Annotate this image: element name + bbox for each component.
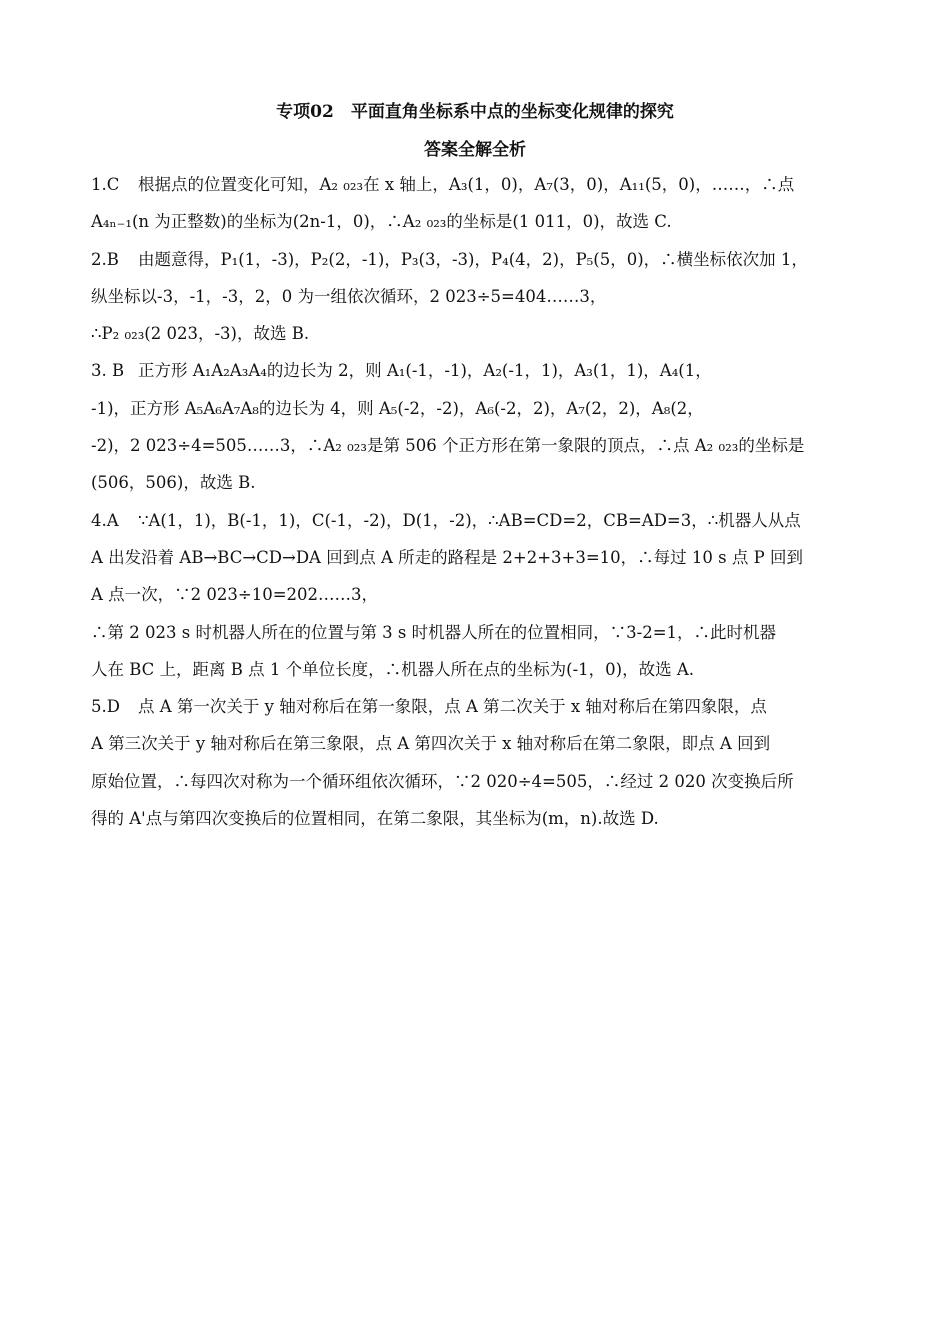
answer-1-label: 1.C (91, 175, 120, 194)
answer-2-label: 2.B (91, 249, 119, 269)
answer-3-line-3: -2)，2 023÷4=505……3，∴A₂ ₀₂₃是第 506 个正方形在第一象限的顶点，∴点 A₂ ₀₂₃的坐标是 (91, 436, 805, 456)
page-subtitle: 答案全解全析 (424, 140, 526, 160)
answer-2-line-1 (91, 241, 861, 278)
answer-5-line-4: 得的 A'点与第四次变换后的位置相同，在第二象限，其坐标为(m，n).故选 D. (91, 809, 659, 829)
page-title: 专项02 平面直角坐标系中点的坐标变化规律的探究 (276, 102, 674, 122)
answer-5-line-2: A 第三次关于 y 轴对称后在第三象限，点 A 第四次关于 x 轴对称后在第二象限，即点 A 回到 (91, 734, 771, 754)
answer-5-line-1 (91, 688, 861, 725)
answer-3-label: 3. B (91, 361, 125, 381)
answer-4-line-1 (91, 502, 861, 539)
answer-1-line-2: A₄ₙ₋₁(n 为正整数)的坐标为(2n-1，0)，∴A₂ ₀₂₃的坐标是(1 011，0)，故选 C. (91, 212, 672, 232)
answer-1-line-1 (91, 166, 861, 203)
answer-3-line-4: (506，506)，故选 B. (91, 473, 256, 493)
answer-5-text-1: 点 A 第一次关于 y 轴对称后在第一象限，点 A 第二次关于 x 轴对称后在第四象限，点 (138, 697, 767, 717)
answer-3-text-1: 正方形 A₁A₂A₃A₄的边长为 2，则 A₁(-1，-1)，A₂(-1，1)，A₃(1，1)，A₄(1， (138, 361, 712, 381)
answer-body (91, 166, 861, 837)
answer-1-text-1: 根据点的位置变化可知，A₂ ₀₂₃在 x 轴上，A₃(1，0)，A₇(3，0)，A₁₁(5，0)，……，∴点 (138, 175, 795, 194)
answer-3-line-2: -1)，正方形 A₅A₆A₇A₈的边长为 4，则 A₅(-2，-2)，A₆(-2，2)，A₇(2，2)，A₈(2， (91, 398, 704, 418)
answer-4-line-2: A 出发沿着 AB→BC→CD→DA 回到点 A 所走的路程是 2+2+3+3=10，∴每过 10 s 点 P 回到 (91, 547, 803, 567)
answer-2-text-1: 由题意得，P₁(1，-3)，P₂(2，-1)，P₃(3，-3)，P₄(4，2)，P₅(5，0)，∴横坐标依次加 1， (138, 249, 808, 269)
answer-4-label: 4.A (91, 510, 119, 530)
answer-4-line-3: A 点一次，∵2 023÷10=202……3， (91, 585, 379, 605)
answer-3-line-1 (91, 352, 861, 389)
answer-2-line-2: 纵坐标以-3，-1，-3，2，0 为一组依次循环，2 023÷5=404……3， (91, 286, 607, 306)
answer-4-line-4: ∴第 2 023 s 时机器人所在的位置与第 3 s 时机器人所在的位置相同，∵3-2=1，∴此时机器 (91, 622, 777, 642)
answer-5-line-3: 原始位置，∴每四次对称为一个循环组依次循环，∵2 020÷4=505，∴经过 2 020 次变换后所 (91, 771, 794, 791)
answer-4-text-1: ∵A(1，1)，B(-1，1)，C(-1，-2)，D(1，-2)，∴AB=CD=2，CB=AD=3，∴机器人从点 (138, 510, 801, 530)
answer-4-line-5: 人在 BC 上，距离 B 点 1 个单位长度，∴机器人所在点的坐标为(-1，0)，故选 A. (91, 659, 694, 679)
answer-2-line-3: ∴P₂ ₀₂₃(2 023，-3)，故选 B. (91, 324, 310, 344)
answer-5-label: 5.D (91, 697, 120, 717)
